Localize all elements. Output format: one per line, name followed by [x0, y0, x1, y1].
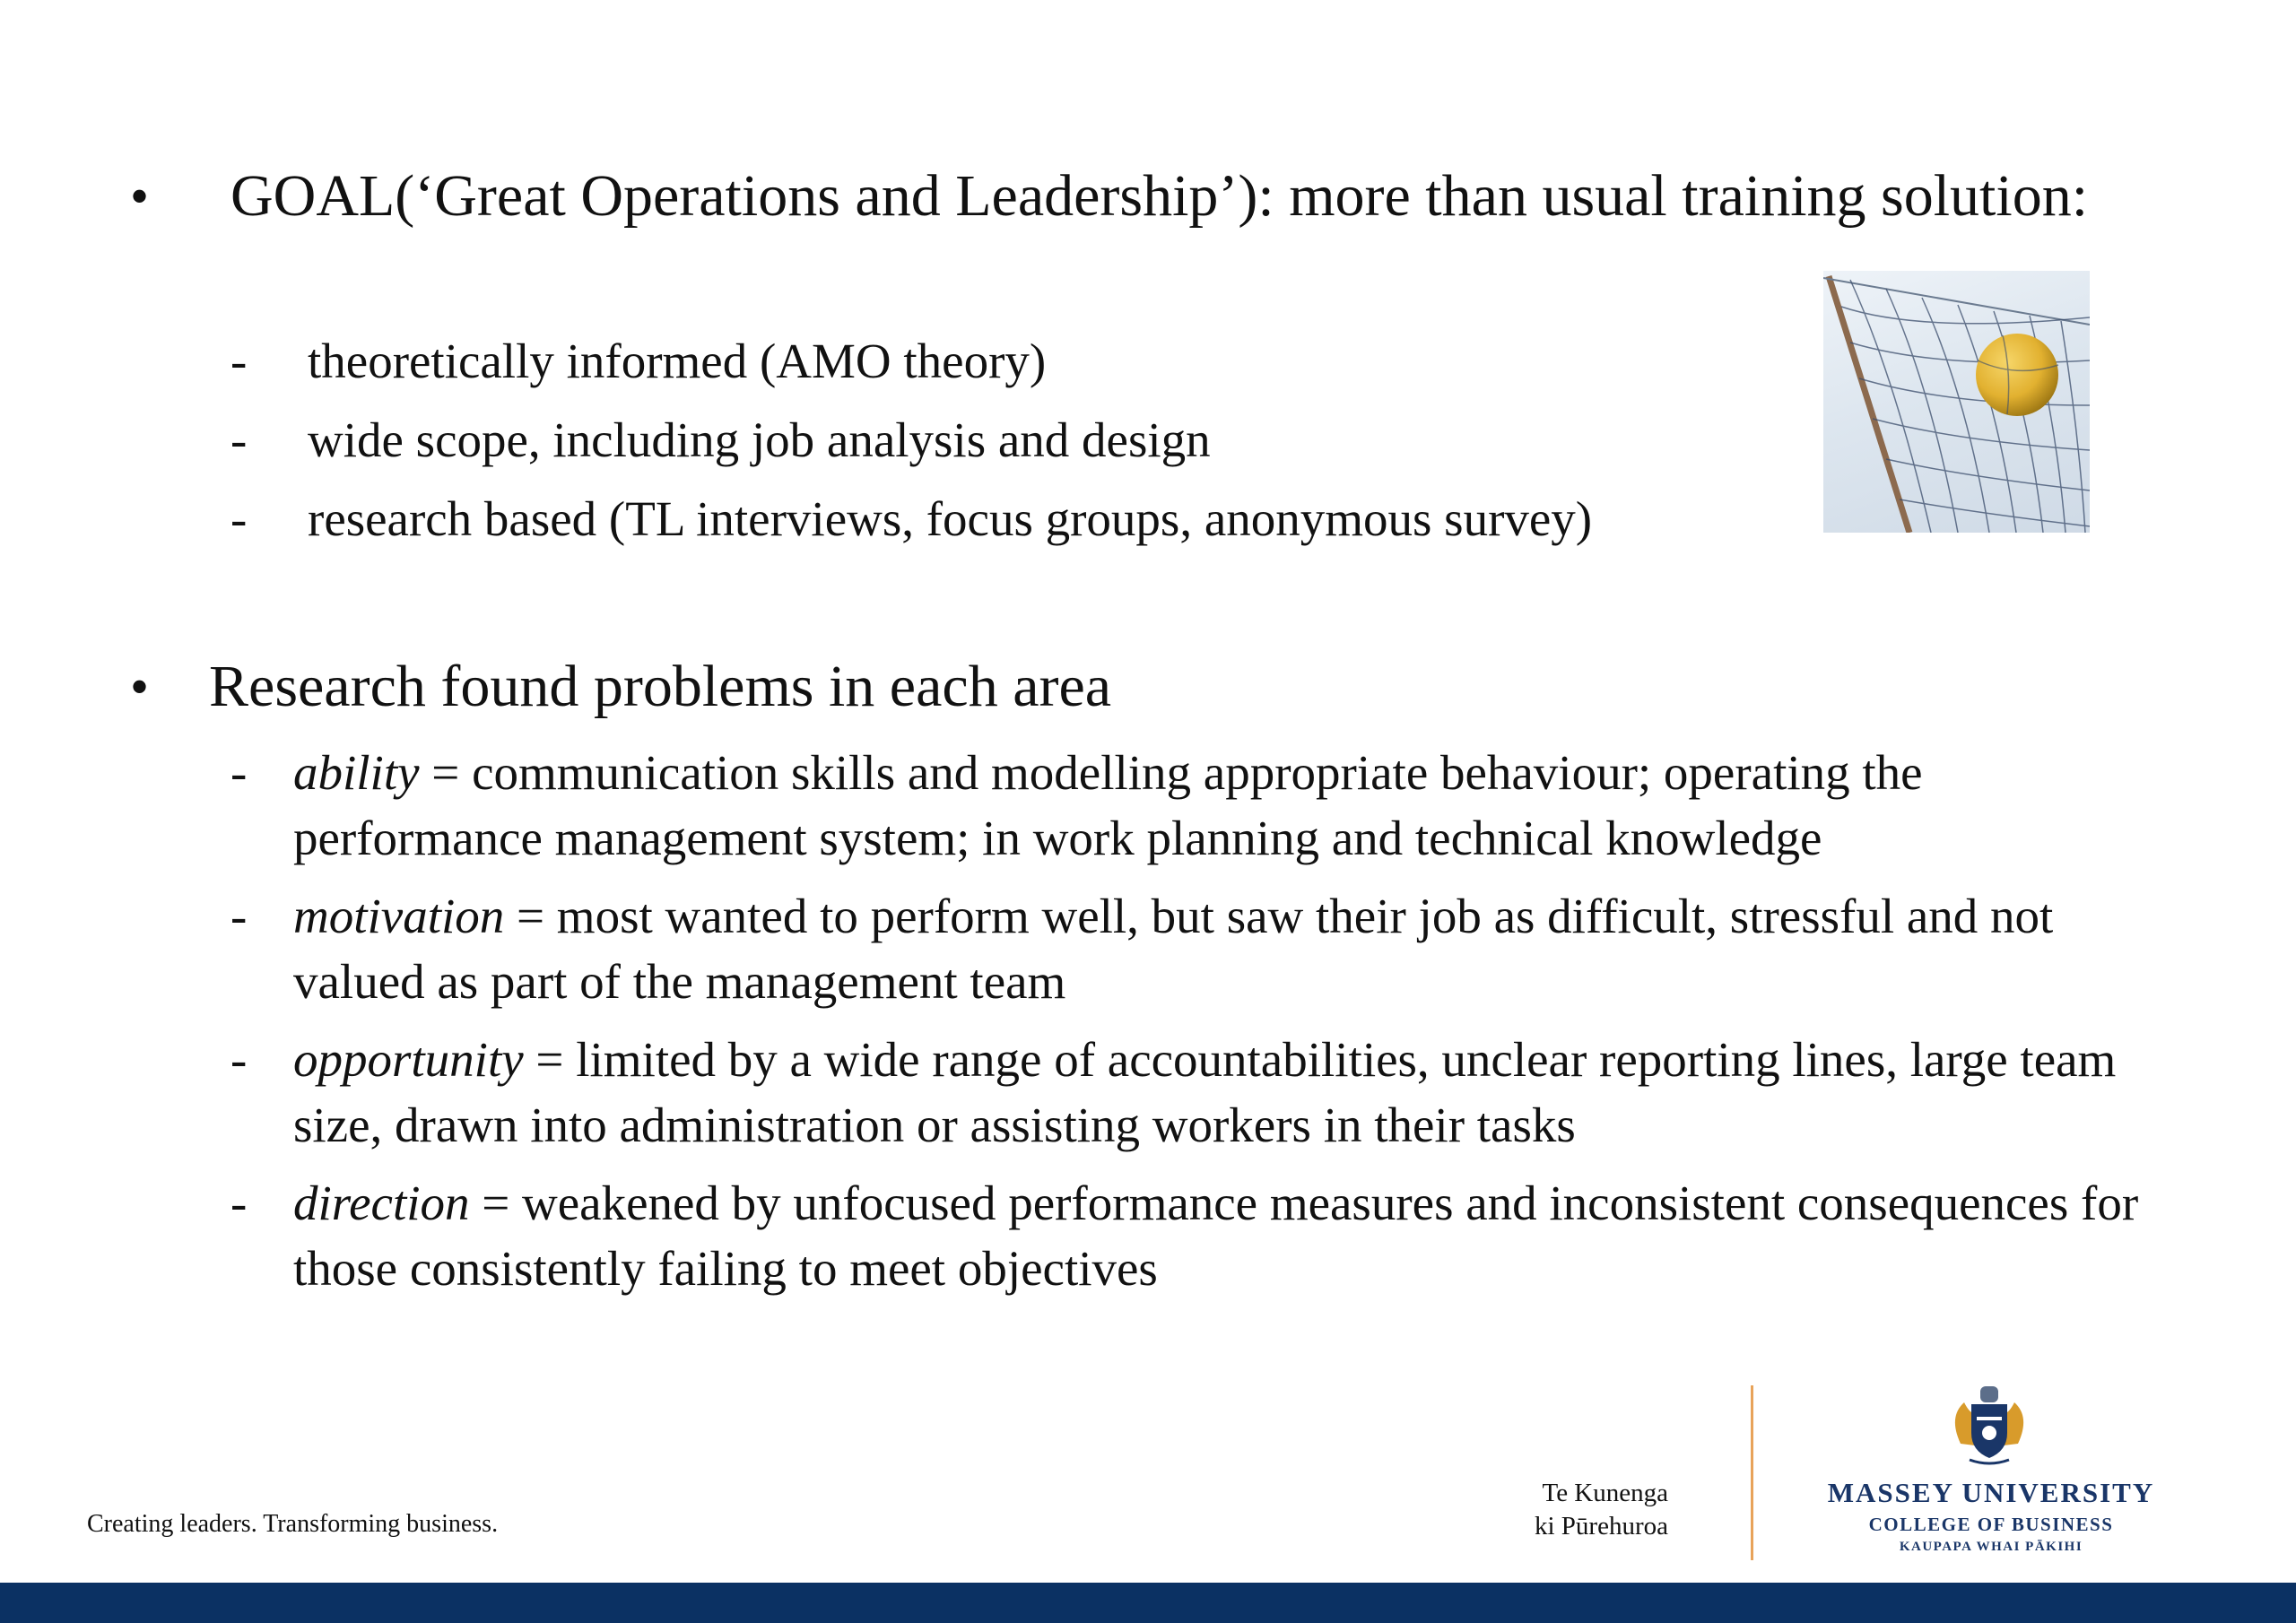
dash-marker: - [230, 334, 248, 388]
research-heading: Research found problems in each area [209, 654, 1112, 719]
university-crest-icon [1944, 1381, 2034, 1471]
goal-heading: GOAL(‘Great Operations and Leadership’): more than usual training solution: [230, 163, 2089, 229]
research-item-text: = communication skills and modelling appropriate behaviour; operating the performance management system; in work planning and technical knowledge [293, 745, 1923, 865]
research-item-text: = limited by a wide range of accountabilities, unclear reporting lines, large team size, drawn into administration or assisting workers in their tasks [293, 1032, 2117, 1152]
goal-item-text: theoretically informed (AMO theory) [308, 334, 1047, 388]
college-motto: KAUPAPA WHAI PĀKIHI [1899, 1540, 2083, 1554]
te-kunenga-line: ki Pūrehuroa [1535, 1512, 1668, 1541]
research-term: motivation [293, 889, 505, 943]
university-name: MASSEY UNIVERSITY [1827, 1477, 2155, 1508]
goal-item-text: wide scope, including job analysis and design [308, 412, 1211, 467]
research-item-body [293, 1027, 2177, 1158]
research-term: ability [293, 745, 420, 800]
footer-tagline: Creating leaders. Transforming business. [87, 1510, 499, 1538]
research-term: opportunity [293, 1032, 524, 1087]
bullet-marker: • [130, 657, 150, 716]
ball-icon [1976, 334, 2058, 416]
te-kunenga-line: Te Kunenga [1542, 1479, 1668, 1507]
research-item-body [293, 1170, 2177, 1301]
dash-marker: - [230, 745, 248, 800]
research-item-body [293, 740, 2177, 871]
ball-in-net-image [1823, 271, 2090, 533]
goal-item-text: research based (TL interviews, focus groups, anonymous survey) [308, 491, 1593, 546]
footer-divider [1751, 1385, 1753, 1560]
research-term: direction [293, 1176, 470, 1230]
net-illustration [1823, 271, 2090, 533]
dash-marker: - [230, 412, 248, 467]
footer-band [0, 1583, 2296, 1623]
dash-marker: - [230, 1032, 248, 1087]
dash-marker: - [230, 889, 248, 943]
research-item-body [293, 883, 2177, 1014]
college-name: COLLEGE OF BUSINESS [1868, 1514, 2114, 1535]
bullet-marker: • [130, 167, 150, 226]
te-kunenga-text [1489, 1477, 1668, 1543]
dash-marker: - [230, 1176, 248, 1230]
research-item-text: = weakened by unfocused performance measures and inconsistent consequences for those consistently failing to meet objectives [293, 1176, 2139, 1296]
research-item-text: = most wanted to perform well, but saw their job as difficult, stressful and not valued as part of the management team [293, 889, 2054, 1009]
dash-marker: - [230, 491, 248, 546]
